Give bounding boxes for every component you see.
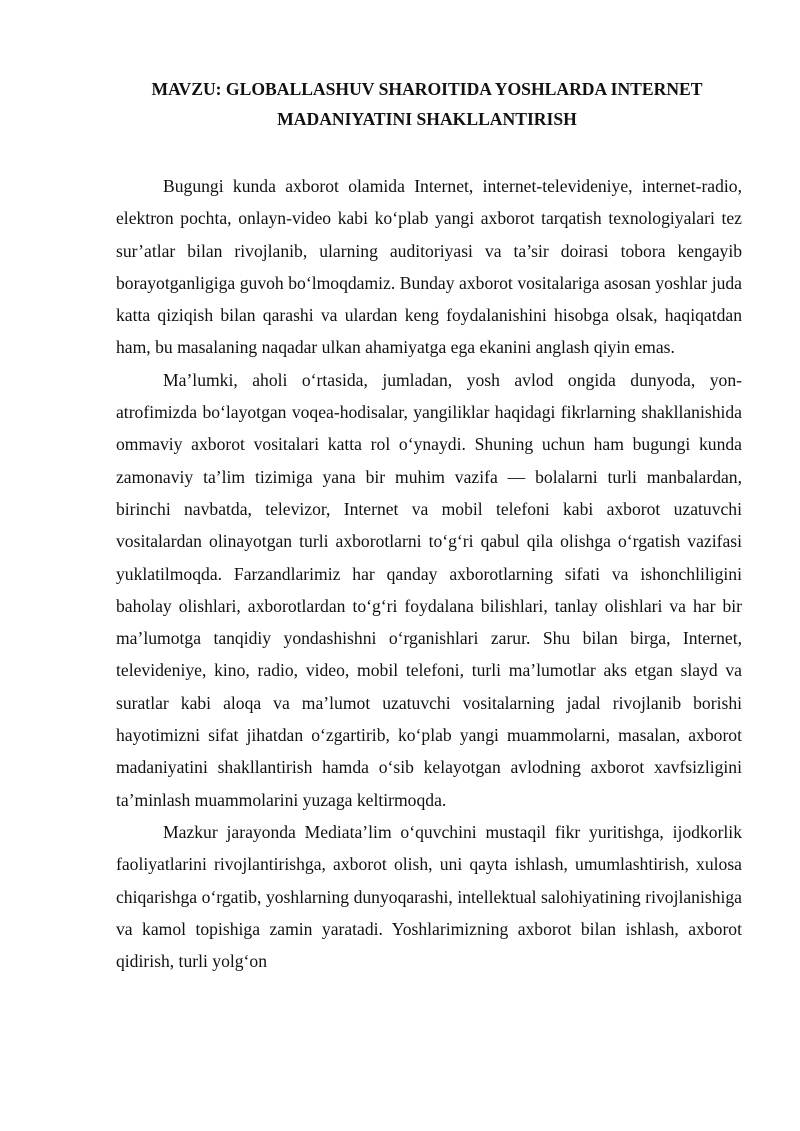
- paragraph-1: Bugungi kunda axborot olamida Internet, internet-televideniye, internet-radio, elektron pochta, onlayn-video kabi koʻplab yangi axborot tarqatish texnologiyalari tez sur’atlar bilan rivojlanib, ularning auditoriyasi va ta’sir doirasi tobora kengayib borayotganligiga guvoh boʻlmoqdamiz. Bunday axborot vositalariga asosan yoshlar juda katta qiziqish bilan qarashi va ulardan keng foydalanishini hisobga olsak, haqiqatdan ham, bu masalaning naqadar ulkan ahamiyatga ega ekanini anglash qiyin emas.: [116, 176, 742, 358]
- title-line-2: MADANIYATINI SHAKLLANTIRISH: [277, 109, 577, 129]
- document-body: [116, 170, 742, 977]
- title-line-1: MAVZU: GLOBALLASHUV SHAROITIDA YOSHLARDA INTERNET: [151, 79, 703, 99]
- paragraph-3: Mazkur jarayonda Mediata’lim oʻquvchini mustaqil fikr yuritishga, ijodkorlik faoliyatlarini rivojlantirishga, axborot olish, uni qayta ishlash, umumlashtirish, xulosa chiqarishga oʻrgatib, yoshlarning dunyoqarashi, intellektual salohiyatining rivojlanishiga va kamol topishiga zamin yaratadi. Yoshlarimizning axborot bilan ishlash, axborot qidirish, turli yolgʻon: [116, 821, 742, 972]
- paragraph-2: Ma’lumki, aholi oʻrtasida, jumladan, yosh avlod ongida dunyoda, yon-atrofimizda boʻlayotgan voqea-hodisalar, yangiliklar haqidagi fikrlarning shakllanishida ommaviy axborot vositalari katta rol oʻynaydi. Shuning uchun ham bugungi kunda zamonaviy ta’lim tizimiga yana bir muhim vazifa — bolalarni turli manbalardan, birinchi navbatda, televizor, Internet va mobil telefoni kabi axborot uzatuvchi vositalardan olinayotgan turli axborotlarni toʻgʻri qabul qila olishga oʻrgatish vazifasi yuklatilmoqda. Farzandlarimiz har qanday axborotlarning sifati va ishonchliligini baholay olishlari, axborotlardan toʻgʻri foydalana bilishlari, tanlay olishlari va har bir ma’lumotga tanqidiy yondashishni oʻrganishlari zarur. Shu bilan birga, Internet, televideniye, kino, radio, video, mobil telefoni, turli ma’lumotlar aks etgan slayd va suratlar kabi aloqa va ma’lumot uzatuvchi vositalarning jadal rivojlanib borishi hayotimizni sifat jihatdan oʻzgartirib, koʻplab yangi muammolarni, masalan, axborot madaniyatini shakllantirish hamda oʻsib kelayotgan avlodning axborot xavfsizligini ta’minlash muammolarini yuzaga keltirmoqda.: [116, 369, 742, 810]
- document-title: [112, 74, 742, 134]
